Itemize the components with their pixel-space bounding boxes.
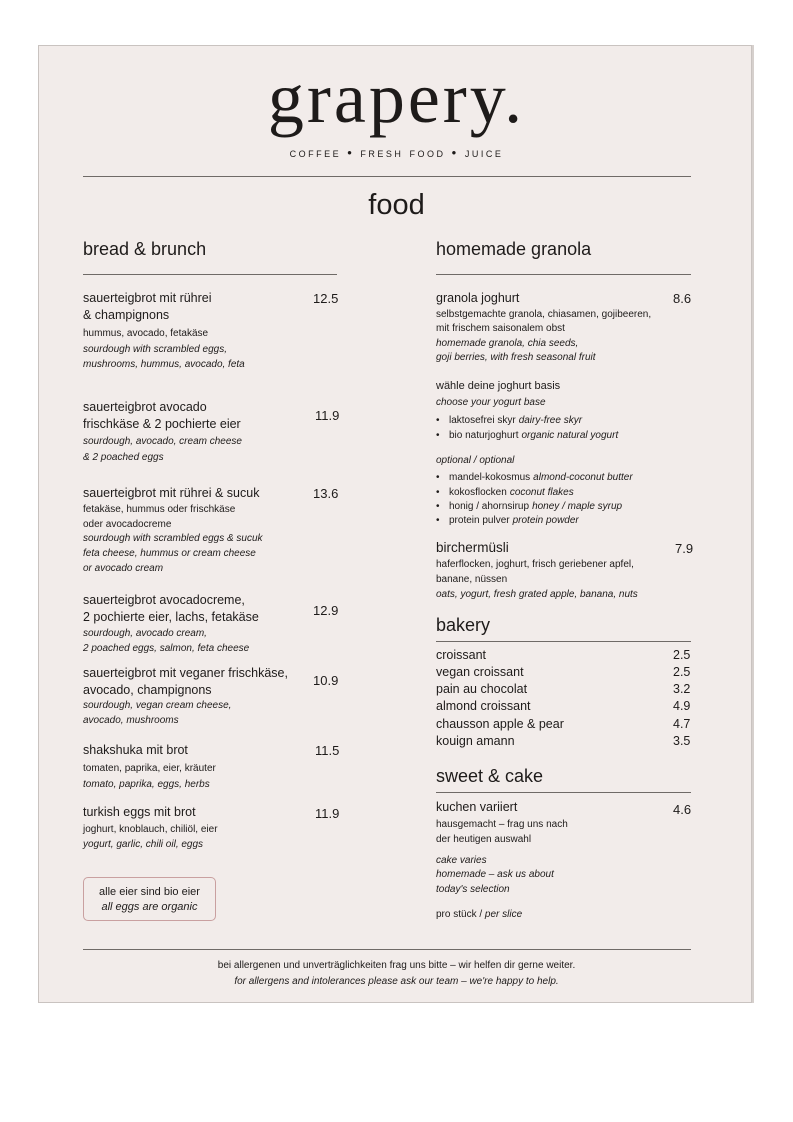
item-desc-en: 2 poached eggs, salmon, feta cheese bbox=[83, 643, 250, 654]
item-name: kuchen variiert bbox=[436, 800, 518, 814]
item-desc-en: today's selection bbox=[436, 884, 510, 895]
bakery-item-price: 3.2 bbox=[673, 682, 691, 696]
item-desc-en: sourdough, vegan cream cheese, bbox=[83, 700, 232, 711]
section-title-granola: homemade granola bbox=[436, 239, 592, 259]
item-desc-en: cake varies bbox=[436, 855, 487, 866]
brand-logo: grapery. bbox=[267, 58, 526, 138]
item-desc: fetakäse, hummus oder frischkäse bbox=[83, 504, 236, 515]
item-desc: der heutigen auswahl bbox=[436, 834, 532, 845]
section-title-bakery: bakery bbox=[436, 615, 491, 635]
divider-granola bbox=[436, 274, 691, 275]
item-desc-en: sourdough, avocado, cream cheese bbox=[83, 436, 242, 447]
list-item: • bio naturjoghurt organic natural yogurt bbox=[436, 430, 619, 441]
item-desc: banane, nüssen bbox=[436, 574, 508, 585]
bakery-item-price: 2.5 bbox=[673, 648, 691, 662]
notice-de: alle eier sind bio eier bbox=[99, 886, 200, 898]
item-name: turkish eggs mit brot bbox=[83, 805, 196, 819]
list-item: • protein pulver protein powder bbox=[436, 515, 579, 526]
optional-label: optional / optional bbox=[436, 455, 515, 466]
bakery-item-name: vegan croissant bbox=[436, 665, 524, 679]
item-name: sauerteigbrot mit rührei & sucuk bbox=[83, 486, 260, 500]
item-desc-en: or avocado cream bbox=[83, 563, 164, 574]
item-name: frischkäse & 2 pochierte eier bbox=[83, 417, 241, 431]
bakery-item-name: pain au chocolat bbox=[436, 682, 528, 696]
item-name: sauerteigbrot mit veganer frischkäse, bbox=[83, 666, 288, 680]
item-desc-en: sourdough with scrambled eggs & sucuk bbox=[83, 533, 263, 544]
list-item: • kokosflocken coconut flakes bbox=[436, 487, 574, 498]
item-desc-en: feta cheese, hummus or cream cheese bbox=[83, 548, 256, 559]
item-name: sauerteigbrot avocadocreme, bbox=[83, 593, 245, 607]
item-name: 2 pochierte eier, lachs, fetakäse bbox=[83, 610, 259, 624]
divider-bread-brunch bbox=[83, 274, 337, 275]
item-price: 11.5 bbox=[315, 743, 340, 758]
divider-sweet-cake bbox=[436, 792, 691, 793]
bakery-item-price: 4.9 bbox=[673, 699, 691, 713]
allergen-note-en: for allergens and intolerances please ask our team – we're happy to help. bbox=[234, 976, 559, 987]
notice-en: all eggs are organic bbox=[101, 901, 198, 913]
list-item: • mandel-kokosmus almond-coconut butter bbox=[436, 472, 633, 483]
bakery-item-price: 2.5 bbox=[673, 665, 691, 679]
divider-top bbox=[83, 176, 691, 177]
item-price: 7.9 bbox=[675, 541, 694, 556]
item-desc: mit frischem saisonalem obst bbox=[436, 323, 565, 334]
list-item: • honig / ahornsirup honey / maple syrup bbox=[436, 501, 623, 512]
item-price: 10.9 bbox=[313, 673, 339, 688]
item-desc-en: avocado, mushrooms bbox=[83, 715, 179, 726]
item-desc: tomaten, paprika, eier, kräuter bbox=[83, 763, 216, 774]
item-desc-en: & 2 poached eggs bbox=[83, 452, 164, 463]
list-item: • laktosefrei skyr dairy-free skyr bbox=[436, 415, 583, 426]
item-desc: joghurt, knoblauch, chiliöl, eier bbox=[83, 824, 218, 835]
item-price: 4.6 bbox=[673, 802, 692, 817]
item-desc: haferflocken, joghurt, frisch geriebener apfel, bbox=[436, 559, 634, 570]
item-price: 8.6 bbox=[673, 291, 692, 306]
bakery-item-name: chausson apple & pear bbox=[436, 717, 564, 731]
item-name: sauerteigbrot avocado bbox=[83, 400, 207, 414]
item-desc: oder avocadocreme bbox=[83, 519, 172, 530]
item-desc-en: sourdough, avocado cream, bbox=[83, 628, 207, 639]
item-desc-en: yogurt, garlic, chili oil, eggs bbox=[83, 839, 204, 850]
divider-bakery bbox=[436, 641, 691, 642]
item-name: shakshuka mit brot bbox=[83, 743, 188, 757]
bakery-item-price: 4.7 bbox=[673, 717, 691, 731]
tagline-text: coffee • fresh food • juice bbox=[289, 145, 504, 160]
organic-eggs-notice bbox=[83, 877, 216, 921]
item-desc: selbstgemachte granola, chiasamen, gojibeeren, bbox=[436, 309, 652, 320]
item-desc-en: homemade granola, chia seeds, bbox=[436, 338, 579, 349]
item-name: & champignons bbox=[83, 308, 170, 322]
yogurt-base-title-en: choose your yogurt base bbox=[436, 397, 546, 408]
item-name: avocado, champignons bbox=[83, 683, 212, 697]
bakery-item-name: almond croissant bbox=[436, 699, 531, 713]
item-name: granola joghurt bbox=[436, 291, 520, 305]
bakery-item-price: 3.5 bbox=[673, 734, 691, 748]
tagline bbox=[0, 145, 793, 160]
item-name: birchermüsli bbox=[436, 540, 509, 555]
divider-bottom bbox=[83, 949, 691, 950]
item-desc: hummus, avocado, fetakäse bbox=[83, 328, 209, 339]
bakery-item-name: kouign amann bbox=[436, 734, 515, 748]
yogurt-base-title: wähle deine joghurt basis bbox=[436, 380, 561, 392]
page-title: food bbox=[368, 189, 425, 221]
item-desc-en: oats, yogurt, fresh grated apple, banana, nuts bbox=[436, 589, 638, 600]
item-desc-en: tomato, paprika, eggs, herbs bbox=[83, 779, 210, 790]
item-desc: hausgemacht – frag uns nach bbox=[436, 819, 568, 830]
item-desc-en: sourdough with scrambled eggs, bbox=[83, 344, 227, 355]
item-price: 11.9 bbox=[315, 408, 340, 423]
item-price: 11.9 bbox=[315, 806, 340, 821]
item-price: 12.5 bbox=[313, 291, 339, 306]
item-price: 13.6 bbox=[313, 486, 339, 501]
section-title-bread-brunch: bread & brunch bbox=[83, 239, 207, 259]
bakery-item-name: croissant bbox=[436, 648, 487, 662]
item-name: sauerteigbrot mit rührei bbox=[83, 291, 212, 305]
item-desc-en: mushrooms, hummus, avocado, feta bbox=[83, 359, 245, 370]
section-title-sweet-cake: sweet & cake bbox=[436, 766, 544, 786]
unit-note: pro stück / per slice bbox=[436, 909, 523, 920]
item-desc-en: goji berries, with fresh seasonal fruit bbox=[436, 352, 596, 363]
allergen-note-de: bei allergenen und unverträglichkeiten frag uns bitte – wir helfen dir gerne weiter. bbox=[217, 960, 576, 971]
item-price: 12.9 bbox=[313, 603, 339, 618]
item-desc-en: homemade – ask us about bbox=[436, 869, 554, 880]
